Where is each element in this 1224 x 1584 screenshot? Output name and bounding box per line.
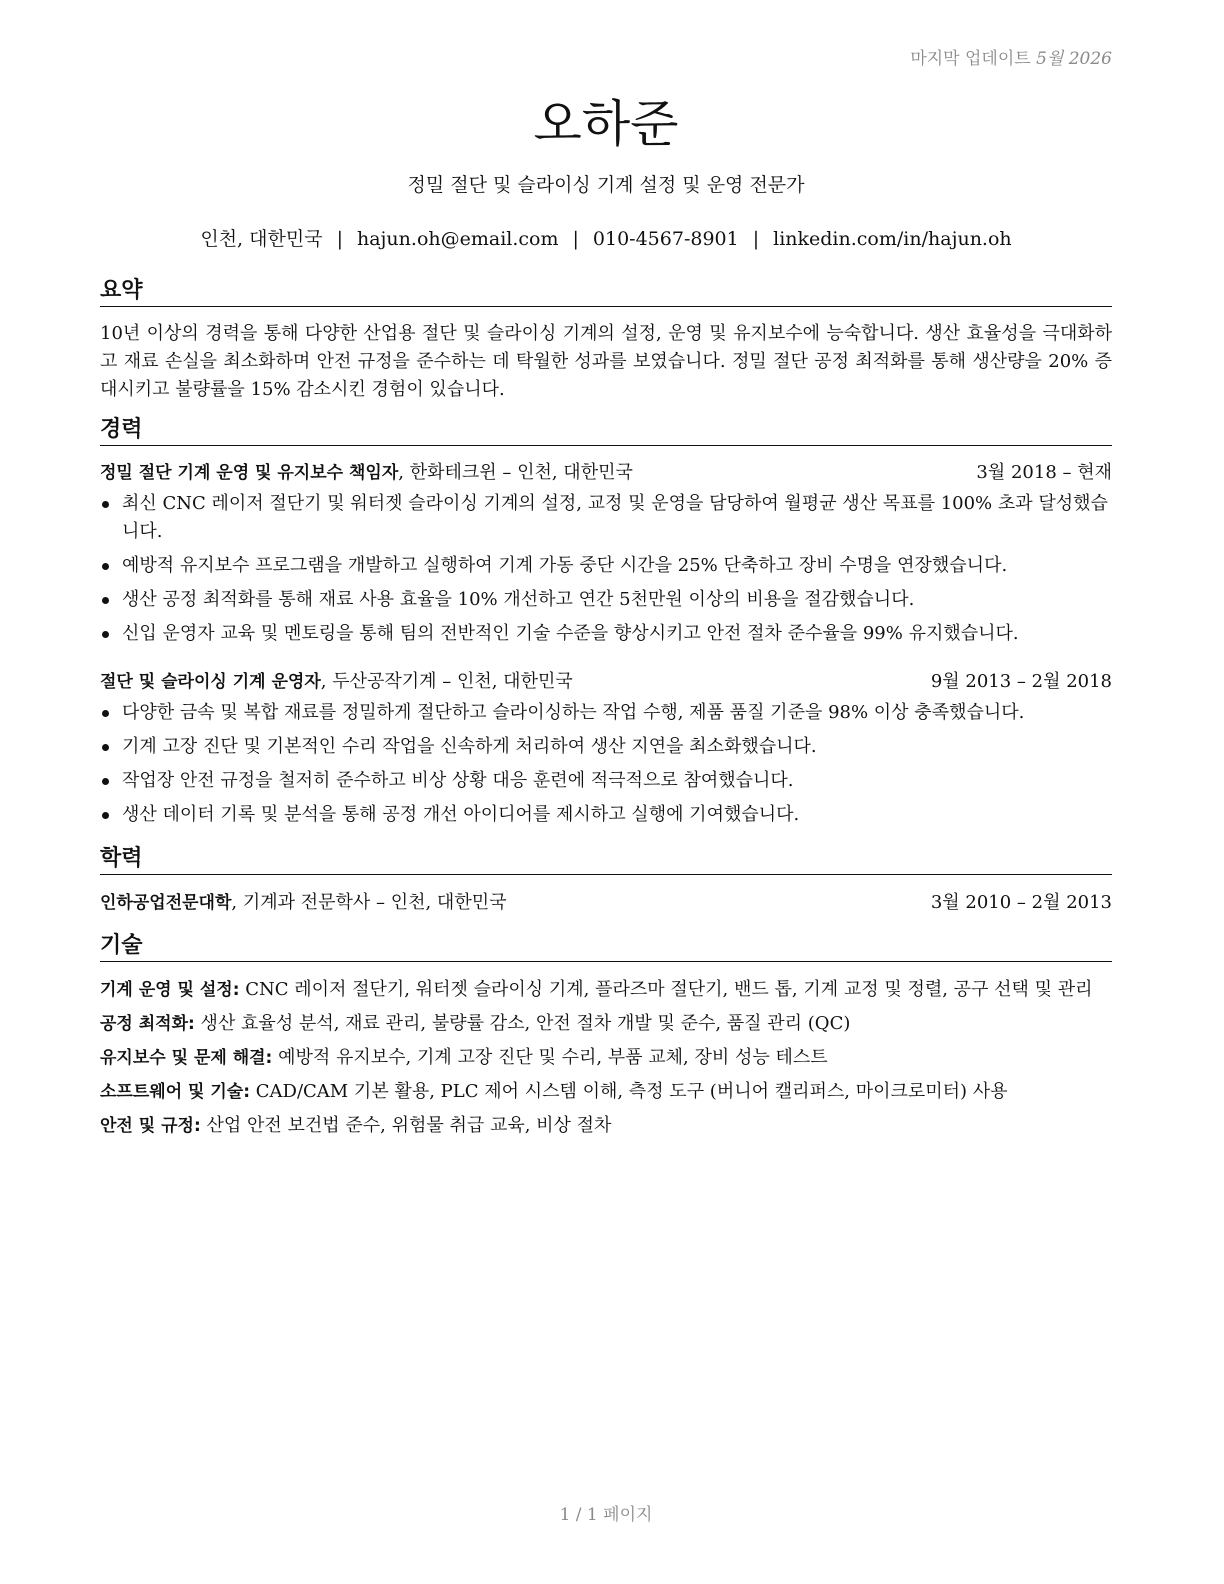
skill-label: 소프트웨어 및 기술: bbox=[100, 1082, 251, 1102]
last-updated-date: 5월 2026 bbox=[1036, 49, 1112, 69]
contact-phone[interactable]: 010-4567-8901 bbox=[592, 228, 739, 250]
page-number: 1 / 1 페이지 bbox=[559, 1505, 653, 1525]
list-item: 생산 데이터 기록 및 분석을 통해 공정 개선 아이디어를 제시하고 실행에 기여했습니다. bbox=[100, 801, 1112, 829]
skill-value: 산업 안전 보건법 준수, 위험물 취급 교육, 비상 절차 bbox=[200, 1115, 612, 1136]
list-item: 생산 공정 최적화를 통해 재료 사용 효율을 10% 개선하고 연간 5천만원 이상의 비용을 절감했습니다. bbox=[100, 586, 1112, 614]
list-item: 작업장 안전 규정을 철저히 준수하고 비상 상황 대응 훈련에 적극적으로 참여했습니다. bbox=[100, 767, 1112, 795]
headline: 정밀 절단 및 슬라이싱 기계 설정 및 운영 전문가 bbox=[407, 174, 805, 196]
skill-value: 생산 효율성 분석, 재료 관리, 불량률 감소, 안전 절차 개발 및 준수, 품질 관리 (QC) bbox=[194, 1013, 851, 1034]
skill-row bbox=[100, 973, 1112, 1007]
education-dates: 3월 2010 – 2월 2013 bbox=[930, 892, 1112, 913]
job-header bbox=[100, 461, 1112, 485]
contact-line bbox=[100, 224, 1112, 251]
job-dates: 3월 2018 – 현재 bbox=[976, 462, 1112, 483]
job-role-line bbox=[100, 670, 573, 694]
skills-list bbox=[100, 973, 1112, 1143]
job-dates: 9월 2013 – 2월 2018 bbox=[930, 671, 1112, 692]
education-detail: , 기계과 전문학사 – 인천, 대한민국 bbox=[231, 892, 507, 913]
last-updated bbox=[910, 44, 1112, 69]
contact-email[interactable]: hajun.oh@email.com bbox=[356, 228, 559, 250]
contact-separator: | bbox=[572, 228, 579, 250]
section-title-experience: 경력 bbox=[100, 417, 1112, 446]
contact-separator: | bbox=[752, 228, 760, 250]
list-item: 최신 CNC 레이저 절단기 및 워터젯 슬라이싱 기계의 설정, 교정 및 운영을 담당하여 월평균 생산 목표를 100% 초과 달성했습니다. bbox=[100, 490, 1112, 546]
section-title-education: 학력 bbox=[100, 846, 1112, 875]
section-title-summary: 요약 bbox=[100, 278, 1112, 307]
summary-text: 10년 이상의 경력을 통해 다양한 산업용 절단 및 슬라이싱 기계의 설정, 운영 및 유지보수에 능숙합니다. 생산 효율성을 극대화하고 재료 손실을 최소화하며 안전 규정을 준수하는 데 탁월한 성과를 보였습니다. 정밀 절단 공정 최적화를 통해 생산량을 20% 증대시키고 불량률을 15% 감소시킨 경험이 있습니다. bbox=[100, 323, 1112, 400]
job-bullets bbox=[100, 699, 1112, 835]
job-role: 정밀 절단 기계 운영 및 유지보수 책임자 bbox=[100, 463, 399, 483]
contact-linkedin[interactable]: linkedin.com/in/hajun.oh bbox=[773, 228, 1012, 250]
job-org: , 한화테크윈 – 인천, 대한민국 bbox=[398, 462, 633, 483]
education-entry bbox=[100, 891, 1112, 915]
skill-label: 안전 및 규정: bbox=[100, 1116, 201, 1136]
skill-label: 공정 최적화: bbox=[100, 1014, 195, 1034]
skill-row bbox=[100, 1109, 1112, 1143]
education-line bbox=[100, 891, 507, 915]
job-role-line bbox=[100, 461, 633, 485]
contact-location: 인천, 대한민국 bbox=[200, 228, 323, 250]
job-org: , 두산공작기계 – 인천, 대한민국 bbox=[320, 671, 573, 692]
job-bullets bbox=[100, 490, 1112, 654]
job-role: 절단 및 슬라이싱 기계 운영자 bbox=[100, 672, 321, 692]
list-item: 다양한 금속 및 복합 재료를 정밀하게 절단하고 슬라이싱하는 작업 수행, 제품 품질 기준을 98% 이상 충족했습니다. bbox=[100, 699, 1112, 727]
skill-value: CAD/CAM 기본 활용, PLC 제어 시스템 이해, 측정 도구 (버니어 캘리퍼스, 마이크로미터) 사용 bbox=[250, 1081, 1008, 1102]
list-item: 신입 운영자 교육 및 멘토링을 통해 팀의 전반적인 기술 수준을 향상시키고 안전 절차 준수율을 99% 유지했습니다. bbox=[100, 620, 1112, 648]
skill-label: 기계 운영 및 설정: bbox=[100, 980, 240, 1000]
last-updated-label: 마지막 업데이트 bbox=[910, 49, 1031, 69]
skill-value: CNC 레이저 절단기, 워터젯 슬라이싱 기계, 플라즈마 절단기, 밴드 톱, 기계 교정 및 정렬, 공구 선택 및 관리 bbox=[239, 979, 1093, 1000]
list-item: 기계 고장 진단 및 기본적인 수리 작업을 신속하게 처리하여 생산 지연을 최소화했습니다. bbox=[100, 733, 1112, 761]
skill-row bbox=[100, 1075, 1112, 1109]
education-school: 인하공업전문대학 bbox=[100, 893, 232, 913]
list-item: 예방적 유지보수 프로그램을 개발하고 실행하여 기계 가동 중단 시간을 25% 단축하고 장비 수명을 연장했습니다. bbox=[100, 552, 1112, 580]
skill-label: 유지보수 및 문제 해결: bbox=[100, 1048, 273, 1068]
skill-row bbox=[100, 1041, 1112, 1075]
candidate-name: 오하준 bbox=[533, 95, 679, 153]
resume-page bbox=[100, 0, 1112, 1584]
skill-value: 예방적 유지보수, 기계 고장 진단 및 수리, 부품 교체, 장비 성능 테스트 bbox=[272, 1047, 828, 1068]
section-title-skills: 기술 bbox=[100, 933, 1112, 962]
contact-separator: | bbox=[336, 228, 343, 250]
job-header bbox=[100, 670, 1112, 694]
skill-row bbox=[100, 1007, 1112, 1041]
